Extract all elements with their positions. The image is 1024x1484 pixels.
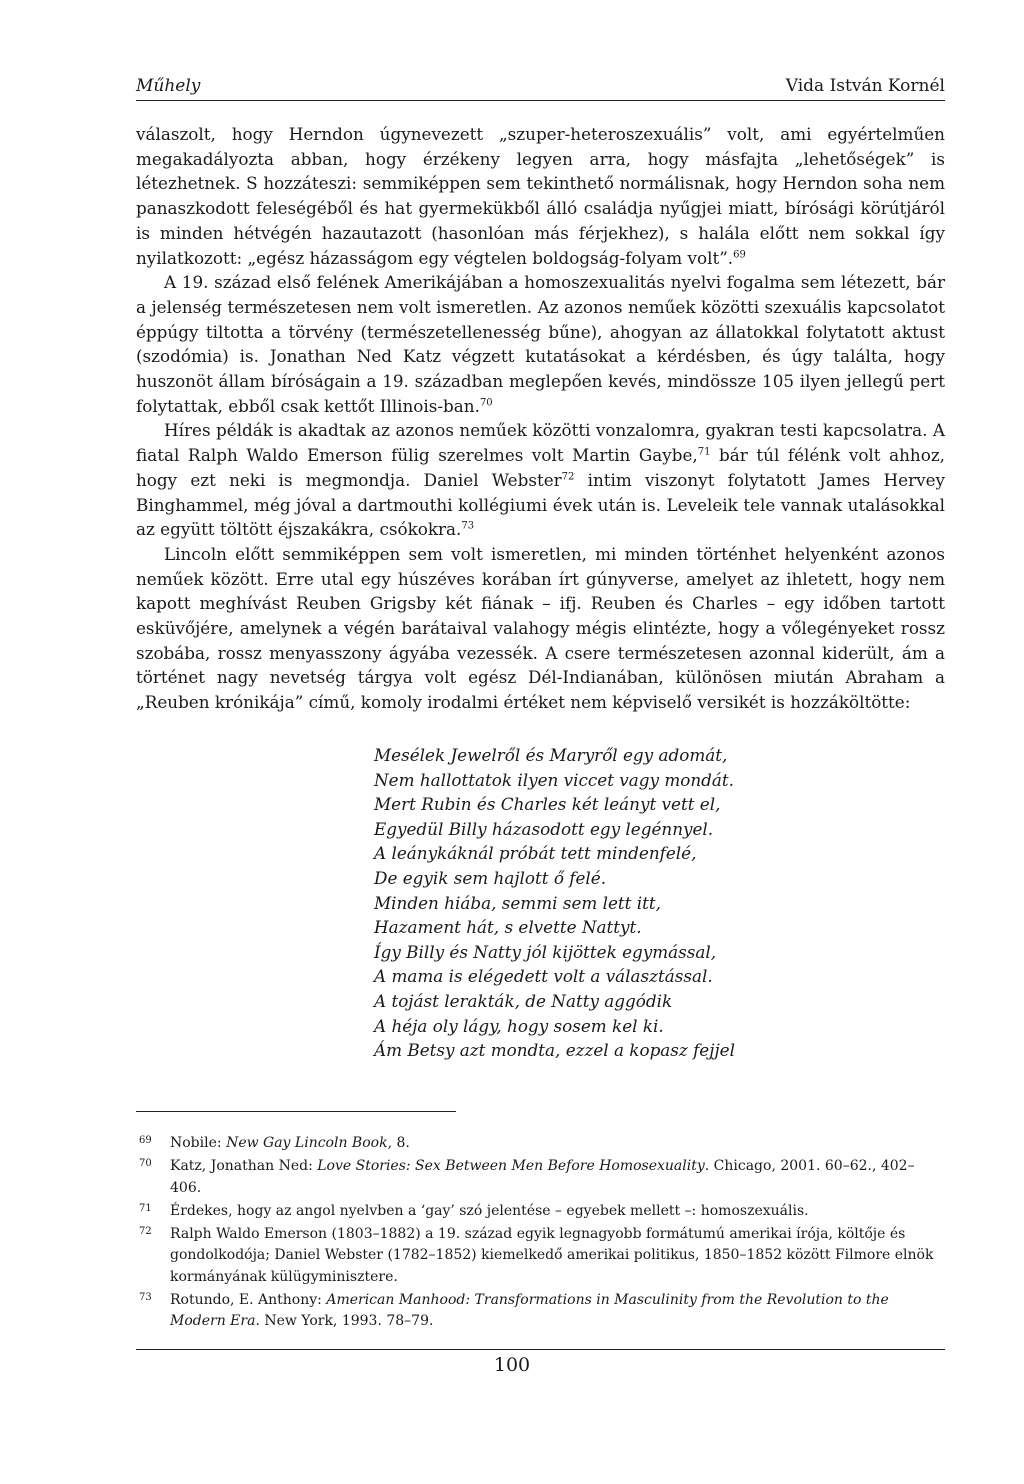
poem-line: Hazament hát, s elvette Nattyt. xyxy=(374,917,642,938)
footnote-ref[interactable]: 71 xyxy=(697,446,711,458)
poem-line: Ám Betsy azt mondta, ezzel a kopasz fejjel xyxy=(374,1040,735,1061)
footnote-number: 71 xyxy=(139,1202,152,1214)
poem-line: Így Billy és Natty jól kijöttek egymással, xyxy=(374,941,717,962)
footnote-ref[interactable]: 69 xyxy=(733,248,746,260)
poem-line: Mesélek Jewelről és Maryről egy adomát, xyxy=(374,745,728,765)
body-text xyxy=(136,122,945,715)
footnote-number: 69 xyxy=(139,1135,152,1146)
poem-line: Nem hallottatok ilyen viccet vagy mondát. xyxy=(374,769,734,790)
poem-line: A mama is elégedett volt a választással. xyxy=(374,966,713,987)
footnote-number: 72 xyxy=(139,1226,152,1238)
footnote-ref[interactable]: 72 xyxy=(561,471,575,483)
poem-line: Minden hiába, semmi sem lett itt, xyxy=(374,892,661,913)
footnote-ref[interactable]: 70 xyxy=(479,397,493,409)
poem xyxy=(374,743,894,1063)
poem-line: A tojást lerakták, de Natty aggódik xyxy=(374,990,673,1011)
footnote-ref[interactable]: 73 xyxy=(461,520,475,532)
running-header xyxy=(136,74,945,101)
paragraph: Lincoln előtt semmiképpen sem volt ismeretlen, mi minden történhet helyenként azonos neműek között. Erre utal egy húszéves korában írt gúnyverse, amelyet az ihletett, hogy nem kapott meghívást Reuben Grigsby két fiának – ifj. Reuben és Charles – egy időben tartott esküvőjére, amelynek a végén barátaival valahogy mégis elintézte, hogy a vőlegényeket rossz szobába, rossz menyasszony ágyába vezessék. A csere természetesen azonnal kiderült, ám a történet nagy nevetség tárgya volt egész Dél-Indianában, különösen miután Abraham a „Reuben krónikája” című, komoly irodalmi értéket nem képviselő versikét is hozzáköltötte: xyxy=(136,543,945,713)
author-name: Vida István Kornél xyxy=(785,76,945,96)
footnote-divider xyxy=(136,1111,456,1112)
paragraph: Híres példák is akadtak az azonos neműek közötti vonzalomra, gyakran testi kapcsolatra. A fiatal Ralph Waldo Emerson fülig szerelmes volt Martin Gaybe,$^{71}$ bár túl félénk volt ahhoz, hogy ezt neki is megmondja. Daniel Webster$^{72}$ intim viszonyt folytatott James Hervey Binghammel, még jóval a dartmouthi kollégiumi évek után is. Leveleik tele vannak utalásokkal az együtt töltött éjszakákra, csókokra.$^{73}$ xyxy=(136,420,945,540)
page-number: 100 xyxy=(493,1354,531,1376)
footnotes xyxy=(136,1133,945,1335)
footnote-72: 72 Ralph Waldo Emerson (1803–1882) a 19. század egyik legnagyobb formátumú amerikai írója, költője és gondolkodója; Daniel Webster (1782–1852) kiemelkedő amerikai politikus, 1850–1852 között Filmore elnök kormányának külügyminisztere. xyxy=(136,1224,945,1288)
footnote-number: 70 xyxy=(139,1158,152,1170)
poem-line: De egyik sem hajlott ő felé. xyxy=(374,867,607,888)
section-title: Műhely xyxy=(136,76,201,96)
poem-line: A leánykáknál próbát tett mindenfelé, xyxy=(374,843,697,864)
footnote-71: 71 Érdekes, hogy az angol nyelvben a ‘gay’ szó jelentése – egyebek mellett –: homoszexuális. xyxy=(136,1201,945,1222)
paragraph: A 19. század első felének Amerikájában a homoszexualitás nyelvi fogalma sem létezett, bár a jelenség természetesen nem volt ismeretlen. Az azonos neműek közötti szexuális kapcsolatot éppúgy tiltotta a törvény (természetellenesség bűne), ahogyan az állatokkal folytatott aktust (szodómia) is. Jonathan Ned Katz végzett kutatásokat a kérdésben, és úgy találta, hogy huszonöt állam bíróságain a 19. században meglepően kevés, mindössze 105 ilyen jellegű pert folytattak, ebből csak kettőt Illinois-ban.$^{70}$ xyxy=(136,272,945,416)
footnote-69: 69 Nobile: New Gay Lincoln Book, 8. xyxy=(136,1133,945,1154)
page-bottom-rule xyxy=(136,1349,945,1350)
footnote-number: 73 xyxy=(139,1292,152,1304)
footnote-73: 73 Rotundo, E. Anthony: American Manhood: Transformations in Masculinity from the Revolution to the Modern Era. New York, 1993. 78–79. xyxy=(136,1290,945,1333)
footnote-70: 70 Katz, Jonathan Ned: Love Stories: Sex Between Men Before Homosexuality. Chicago, 2001. 60–62., 402–406. xyxy=(136,1156,945,1199)
paragraph: válaszolt, hogy Herndon úgynevezett „szuper-heteroszexuális” volt, ami egyértelműen megakadályozta abban, hogy érzékeny legyen arra, hogy másfajta „lehetőségek” is létezhetnek. S hozzáteszi: semmiképpen sem tekinthető normálisnak, hogy Herndon soha nem panaszkodott feleségéből és hat gyermekükből álló családja nyűgjei miatt, bírósági körútjáról is minden hétvégén hazautazott (hasonlóan más férjekhez), s halála előtt nem sokkal így nyilatkozott: „egész házasságom egy végtelen boldogság-folyam volt”.$^{69}$ xyxy=(136,124,945,268)
poem-line: Egyedül Billy házasodott egy legénnyel. xyxy=(374,818,714,839)
poem-line: A héja oly lágy, hogy sosem kel ki. xyxy=(374,1015,664,1036)
poem-line: Mert Rubin és Charles két leányt vett el, xyxy=(374,794,721,815)
